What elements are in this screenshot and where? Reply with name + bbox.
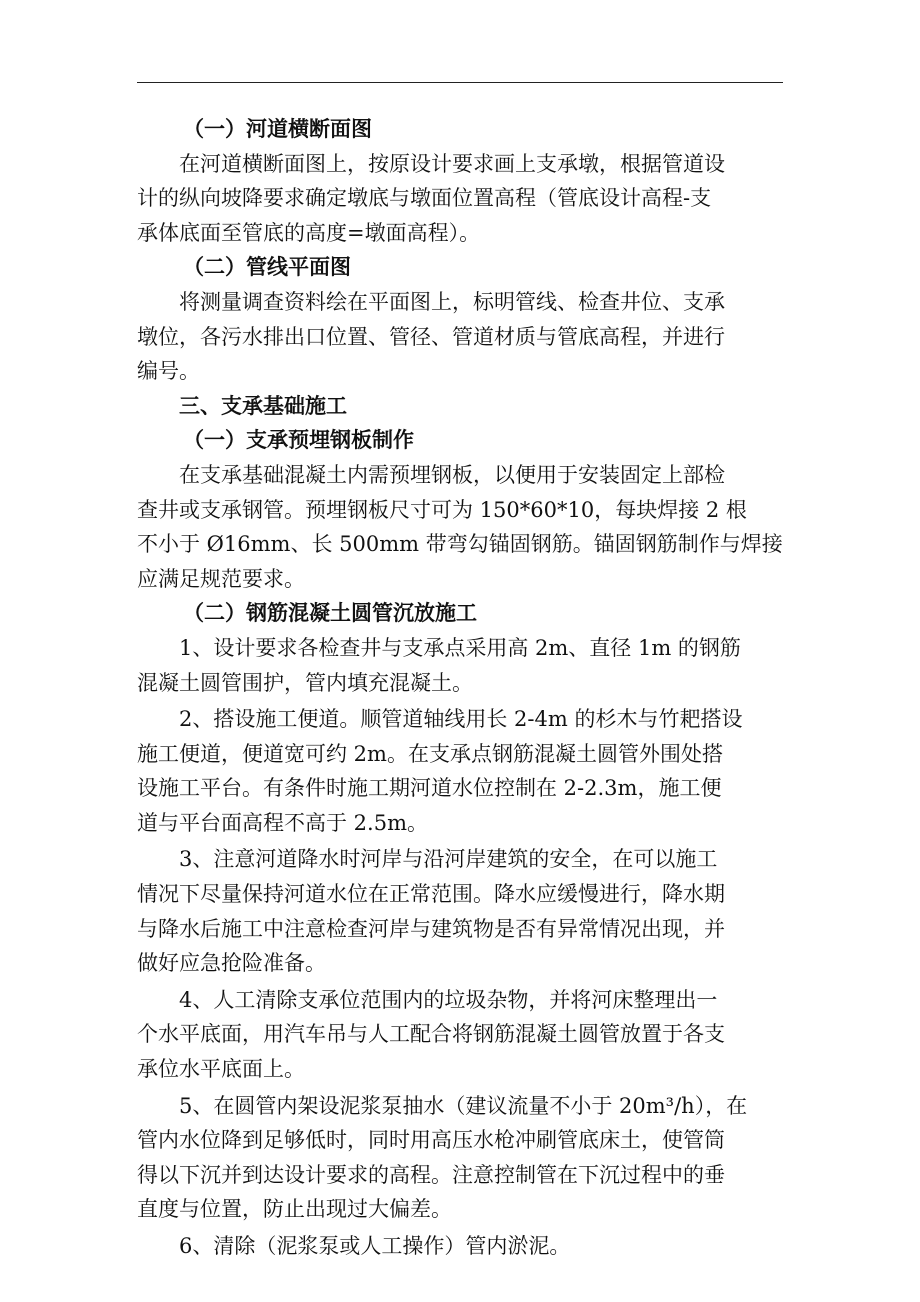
- heading-steel-plate: （一）支承预埋钢板制作: [183, 428, 414, 453]
- paragraph-line: 混凝土圆管围护，管内填充混凝土。: [137, 670, 473, 695]
- paragraph-line: 个水平底面，用汽车吊与人工配合将钢筋混凝土圆管放置于各支: [137, 1022, 725, 1047]
- paragraph-line: 在支承基础混凝土内需预埋钢板，以便用于安装固定上部检: [179, 462, 725, 487]
- heading-cross-section: （一）河道横断面图: [183, 117, 372, 141]
- paragraph-line: 计的纵向坡降要求确定墩底与墩面位置高程（管底设计高程-支: [137, 186, 712, 211]
- list-item-6: 6、清除（泥浆泵或人工操作）管内淤泥。: [179, 1234, 571, 1258]
- paragraph-line: 设施工平台。有条件时施工期河道水位控制在 2-2.3m，施工便: [137, 776, 722, 801]
- paragraph-line: 道与平台面高程不高于 2.5m。: [137, 810, 428, 835]
- heading-pipeline-plan: （二）管线平面图: [183, 255, 351, 280]
- paragraph-line: 查井或支承钢管。预埋钢板尺寸可为 150*60*10，每块焊接 2 根: [137, 497, 747, 522]
- paragraph-line: 墩位，各污水排出口位置、管径、管道材质与管底高程，并进行: [137, 324, 725, 349]
- paragraph-line: 做好应急抢险准备。: [137, 951, 326, 976]
- list-item-2: 2、搭设施工便道。顺管道轴线用长 2-4m 的杉木与竹耙搭设: [179, 707, 743, 732]
- paragraph-line: 得以下沉并到达设计要求的高程。注意控制管在下沉过程中的垂: [137, 1162, 725, 1187]
- paragraph-line: 承位水平底面上。: [137, 1057, 305, 1082]
- paragraph-line: 管内水位降到足够低时，同时用高压水枪冲刷管底床土，使管筒: [137, 1128, 725, 1153]
- heading-section-three: 三、支承基础施工: [179, 393, 347, 418]
- header-rule: [137, 82, 783, 83]
- list-item-5: 5、在圆管内架设泥浆泵抽水（建议流量不小于 20m³/h），在: [179, 1093, 748, 1118]
- list-item-3: 3、注意河道降水时河岸与沿河岸建筑的安全，在可以施工: [179, 847, 718, 872]
- heading-pipe-sinking: （二）钢筋混凝土圆管沉放施工: [183, 601, 477, 626]
- list-item-1: 1、设计要求各检查井与支承点采用高 2m、直径 1m 的钢筋: [179, 635, 741, 660]
- paragraph-line: 在河道横断面图上，按原设计要求画上支承墩，根据管道设: [179, 151, 725, 176]
- paragraph-line: 应满足规范要求。: [137, 566, 305, 591]
- paragraph-line: 不小于 Ø16mm、长 500mm 带弯勾锚固钢筋。锚固钢筋制作与焊接: [137, 532, 783, 557]
- paragraph-line: 情况下尽量保持河道水位在正常范围。降水应缓慢进行，降水期: [137, 882, 725, 907]
- paragraph-line: 将测量调查资料绘在平面图上，标明管线、检查井位、支承: [179, 289, 725, 314]
- paragraph-line: 施工便道，便道宽可约 2m。在支承点钢筋混凝土圆管外围处搭: [137, 741, 723, 766]
- paragraph-line: 与降水后施工中注意检查河岸与建筑物是否有异常情况出现，并: [137, 916, 725, 941]
- document-body: [137, 112, 783, 1264]
- paragraph-line: 承体底面至管底的高度=墩面高程）。: [137, 220, 481, 245]
- paragraph-line: 直度与位置，防止出现过大偏差。: [137, 1197, 452, 1222]
- paragraph-line: 编号。: [137, 359, 200, 384]
- list-item-4: 4、人工清除支承位范围内的垃圾杂物，并将河床整理出一: [179, 987, 718, 1012]
